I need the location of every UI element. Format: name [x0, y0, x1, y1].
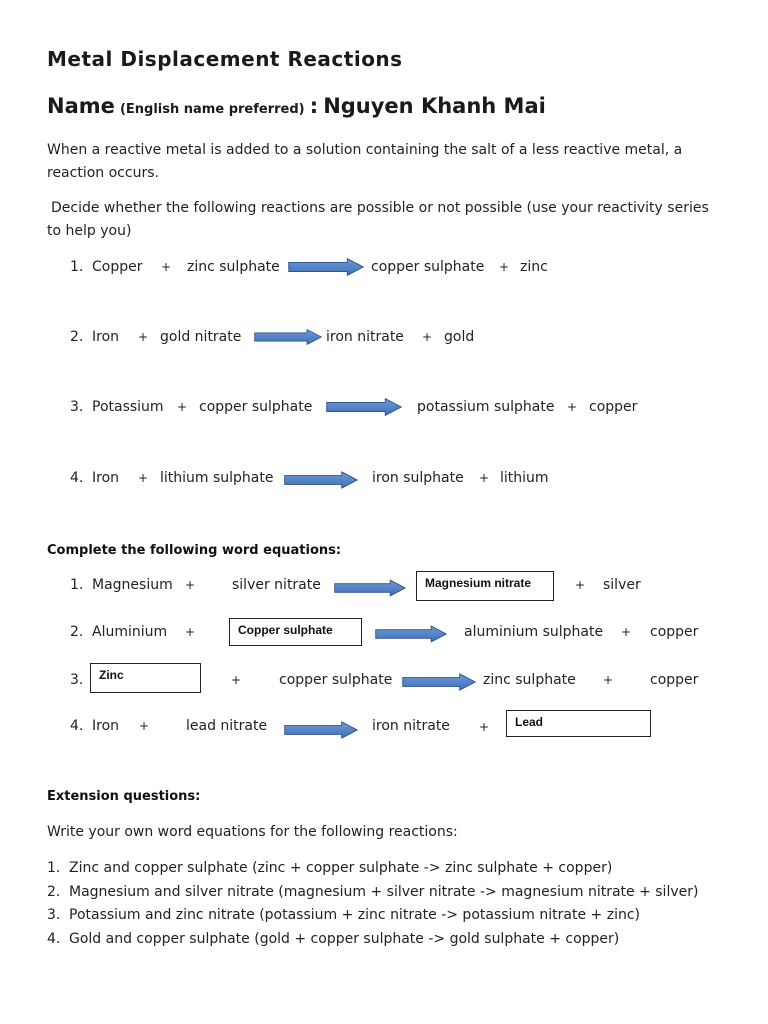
- reactant-1: Aluminium: [92, 624, 168, 640]
- answer-text: Magnesium nitrate: [425, 576, 532, 590]
- list-number: 3.: [47, 907, 61, 923]
- list-number: 2.: [47, 884, 61, 900]
- list-number: 2.: [70, 329, 84, 345]
- plus-sign: +: [422, 330, 433, 344]
- reactant-2: lead nitrate: [186, 718, 268, 734]
- answer-text: Copper sulphate: [238, 623, 333, 637]
- product-1: iron sulphate: [372, 470, 464, 486]
- answer-text: Lead: [515, 715, 544, 729]
- complete-heading: Complete the following word equations:: [47, 543, 342, 558]
- answer-box[interactable]: [506, 710, 651, 737]
- answer-text: Zinc: [99, 668, 124, 682]
- reactant-1: Magnesium: [92, 577, 173, 593]
- answer-box[interactable]: [229, 618, 362, 646]
- name-label: Name: [47, 94, 115, 118]
- product-2: copper: [589, 399, 638, 415]
- product-1: aluminium sulphate: [464, 624, 604, 640]
- reaction-arrow: [284, 718, 358, 742]
- list-item: Zinc and copper sulphate (zinc + copper sulphate -> zinc sulphate + copper): [69, 860, 613, 876]
- reaction-arrow: [284, 468, 358, 492]
- list-number: 1.: [70, 577, 84, 593]
- answer-box[interactable]: [90, 663, 201, 693]
- reactant-2: zinc sulphate: [187, 259, 280, 275]
- reaction-arrow: [334, 576, 406, 600]
- reaction-arrow: [254, 325, 322, 349]
- reaction-arrow: [326, 395, 402, 419]
- product-1: zinc sulphate: [483, 672, 576, 688]
- reactant-1: Potassium: [92, 399, 164, 415]
- reaction-arrow: [288, 255, 364, 279]
- name-hint: (English name preferred): [119, 102, 305, 117]
- intro-paragraph: When a reactive metal is added to a solution containing the salt of a less reactive metal, a reaction occurs.: [47, 142, 683, 181]
- instruction-paragraph: Decide whether the following reactions are possible or not possible (use your reactivity series to help you): [47, 200, 709, 239]
- product-2: silver: [603, 577, 641, 593]
- list-number: 3.: [70, 399, 84, 415]
- list-item: Potassium and zinc nitrate (potassium + zinc nitrate -> potassium nitrate + zinc): [69, 907, 640, 923]
- list-item: Gold and copper sulphate (gold + copper sulphate -> gold sulphate + copper): [69, 931, 620, 947]
- plus-sign: +: [621, 625, 632, 639]
- reactant-2: copper sulphate: [279, 672, 393, 688]
- plus-sign: +: [138, 330, 149, 344]
- plus-sign: +: [139, 719, 150, 733]
- name-line: [47, 94, 546, 118]
- extension-heading: Extension questions:: [47, 789, 201, 804]
- list-item: Magnesium and silver nitrate (magnesium + silver nitrate -> magnesium nitrate + silver): [69, 884, 699, 900]
- product-2: copper: [650, 672, 699, 688]
- reactant-2: copper sulphate: [199, 399, 313, 415]
- product-1: potassium sulphate: [417, 399, 555, 415]
- student-name: Nguyen Khanh Mai: [323, 94, 546, 118]
- name-colon: :: [309, 94, 319, 118]
- product-1: iron nitrate: [372, 718, 450, 734]
- plus-sign: +: [567, 400, 578, 414]
- plus-sign: +: [185, 578, 196, 592]
- extension-instruction: Write your own word equations for the following reactions:: [47, 824, 458, 840]
- plus-sign: +: [575, 578, 586, 592]
- plus-sign: +: [231, 673, 242, 687]
- reactant-1: Iron: [92, 470, 120, 486]
- product-1: iron nitrate: [326, 329, 404, 345]
- list-number: 1.: [70, 259, 84, 275]
- reaction-arrow: [402, 670, 476, 694]
- reactant-2: lithium sulphate: [160, 470, 274, 486]
- plus-sign: +: [185, 625, 196, 639]
- reactant-1: Copper: [92, 259, 143, 275]
- reactant-2: gold nitrate: [160, 329, 242, 345]
- plus-sign: +: [138, 471, 149, 485]
- answer-box[interactable]: [416, 571, 554, 601]
- product-2: zinc: [520, 259, 548, 275]
- product-2: gold: [444, 329, 475, 345]
- list-number: 4.: [47, 931, 61, 947]
- plus-sign: +: [177, 400, 188, 414]
- product-1: copper sulphate: [371, 259, 485, 275]
- list-number: 2.: [70, 624, 84, 640]
- plus-sign: +: [603, 673, 614, 687]
- plus-sign: +: [161, 260, 172, 274]
- list-number: 1.: [47, 860, 61, 876]
- list-number: 4.: [70, 470, 84, 486]
- reactant-1: Iron: [92, 329, 120, 345]
- reactant-1: Iron: [92, 718, 120, 734]
- page-title: Metal Displacement Reactions: [47, 47, 403, 71]
- reactant-2: silver nitrate: [232, 577, 321, 593]
- list-number: 3.: [70, 672, 84, 688]
- reaction-arrow: [375, 622, 447, 646]
- list-number: 4.: [70, 718, 84, 734]
- plus-sign: +: [479, 471, 490, 485]
- product-2: copper: [650, 624, 699, 640]
- plus-sign: +: [479, 720, 490, 734]
- product-2: lithium: [500, 470, 549, 486]
- plus-sign: +: [499, 260, 510, 274]
